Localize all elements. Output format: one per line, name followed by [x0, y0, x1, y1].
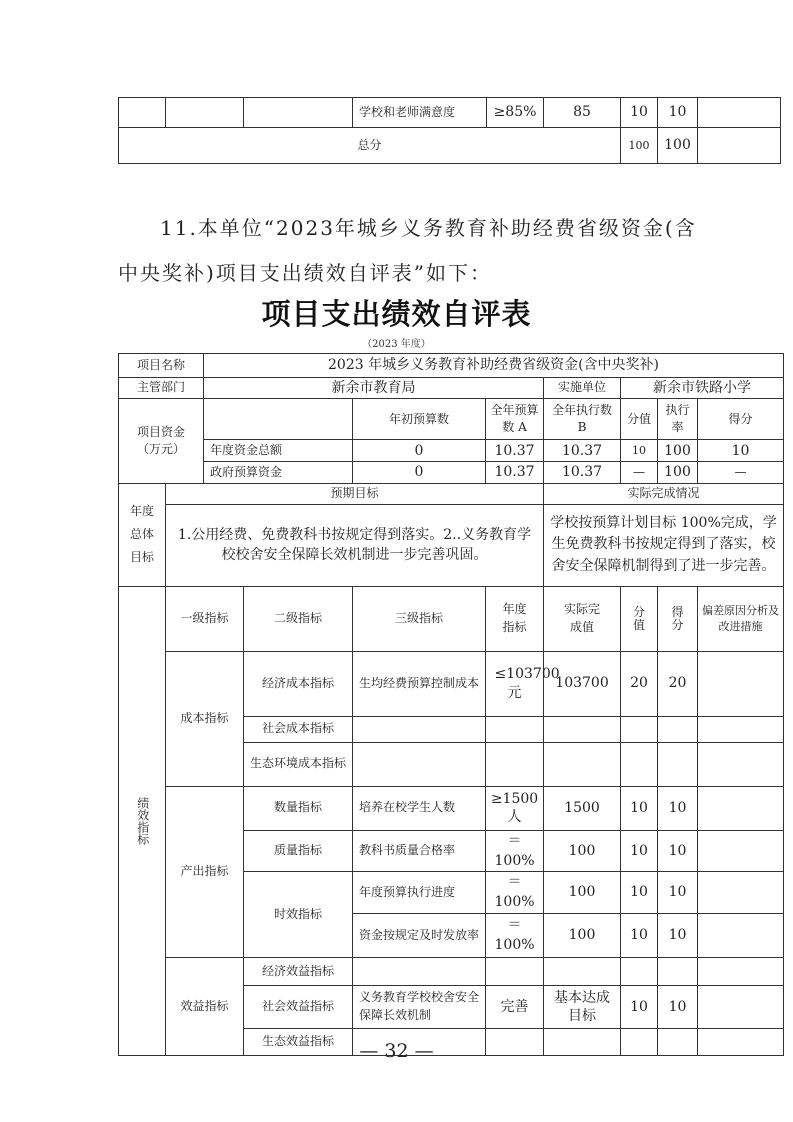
- score-value-cell: [621, 742, 658, 786]
- deviation-cell: [698, 872, 784, 914]
- actual-text: 基本达成目标: [554, 989, 611, 1024]
- impl-label: 实施单位: [544, 378, 621, 399]
- score-value-cell: 20: [621, 651, 658, 716]
- header-annual-a: 全年预算数 A: [486, 399, 544, 440]
- level2-cell: 经济成本指标: [244, 651, 353, 716]
- fund-score-value: —: [621, 462, 658, 483]
- actual-cell: 100: [544, 830, 621, 872]
- funds-label-line2: （万元）: [137, 441, 186, 456]
- header-actual-text: 实际完成值: [564, 602, 601, 634]
- form-year: （2023 年度）: [362, 339, 431, 350]
- fund-executed-b: 10.37: [544, 462, 621, 483]
- header-score-value: [621, 586, 658, 651]
- total-score-value: 100: [621, 128, 658, 164]
- expected-goal: 1.公用经费、免费教科书按规定得到落实。2..义务教育学校校舍安全保障长效机制进一步完善巩固。: [166, 504, 544, 586]
- level3-cell: [353, 742, 486, 786]
- total-row: [119, 128, 781, 164]
- deviation-cell: [698, 786, 784, 830]
- level2-cell: 质量指标: [244, 830, 353, 872]
- fund-annual-a: 10.37: [486, 462, 544, 483]
- funds-header-blank: [204, 399, 353, 440]
- goals-header-row: [119, 483, 784, 504]
- project-name-row: [119, 354, 784, 378]
- target-text: ≥1500人: [490, 790, 539, 826]
- total-label: 总分: [119, 128, 621, 164]
- header-level2: 二级指标: [244, 586, 353, 651]
- target-text: ≤103700元: [494, 666, 560, 701]
- level3-cell: [353, 716, 486, 742]
- target-cell: ＝100%: [486, 872, 544, 914]
- form-title: 项目支出绩效自评表: [261, 297, 532, 331]
- actual-cell: 100: [544, 872, 621, 914]
- fund-rate: 100: [658, 440, 698, 462]
- target-cell: ＝100%: [486, 913, 544, 957]
- actual-cell: 103700: [544, 651, 621, 716]
- indicator-section-text: 绩效指标: [135, 796, 150, 845]
- level1-cell: 效益指标: [166, 957, 244, 1055]
- level3-cell: 年度预算执行进度: [353, 872, 486, 914]
- target-cell: [486, 651, 560, 716]
- intro-line-2: 中央奖补)项目支出绩效自评表”如下：: [118, 261, 493, 285]
- fund-initial: 0: [353, 440, 486, 462]
- table-row: [119, 98, 781, 128]
- level2-cell: 数量指标: [244, 786, 353, 830]
- header-score: 得分: [698, 399, 784, 440]
- level3-cell: 义务教育学校校舍安全保障长效机制: [353, 985, 486, 1028]
- level2-cell: 时效指标: [244, 872, 353, 958]
- evaluation-table: [118, 353, 784, 1056]
- level2-cell: 生态效益指标: [244, 1028, 353, 1055]
- header-level1: 一级指标: [166, 586, 244, 651]
- impl-value: 新余市铁路小学: [621, 378, 784, 399]
- goals-label-text: 年度总体目标: [129, 504, 154, 564]
- dept-label: 主管部门: [119, 378, 204, 399]
- indicator-section-label: [119, 586, 166, 1055]
- funds-label: [119, 399, 204, 483]
- actual-cell: [544, 985, 621, 1028]
- header-score: [658, 586, 698, 651]
- header-score-value-text: 分值: [633, 605, 646, 632]
- cell-empty: [166, 98, 244, 128]
- actual-cell: [544, 716, 621, 742]
- cell-empty: [244, 98, 353, 128]
- fund-score: 10: [698, 440, 784, 462]
- score-value-cell: 10: [621, 98, 658, 128]
- target-cell: ≥85%: [487, 98, 544, 128]
- score-value-cell: 10: [621, 913, 658, 957]
- actual-cell: [544, 742, 621, 786]
- intro-line-1: 11.本单位“2023年城乡义务教育补助经费省级资金(含: [160, 216, 697, 240]
- goals-body-row: [119, 504, 784, 586]
- funds-header-row: [119, 399, 784, 440]
- goals-label: [119, 483, 166, 586]
- actual-cell: 100: [544, 913, 621, 957]
- fund-score-value: 10: [621, 440, 658, 462]
- score-cell: 10: [658, 913, 698, 957]
- score-cell: 20: [658, 651, 698, 716]
- level1-cell: 成本指标: [166, 651, 244, 786]
- level2-cell: 生态环境成本指标: [244, 742, 353, 786]
- header-executed-b: 全年执行数 B: [544, 399, 621, 440]
- deviation-cell: [698, 957, 784, 985]
- actual-goal-header: 实际完成情况: [544, 483, 784, 504]
- header-score-value: 分值: [621, 399, 658, 440]
- score-cell: [658, 957, 698, 985]
- actual-cell: 85: [544, 98, 621, 128]
- project-name-value: 2023 年城乡义务教育补助经费省级资金(含中央奖补): [204, 354, 784, 378]
- project-name-label: 项目名称: [119, 354, 204, 378]
- score-value-cell: 10: [621, 830, 658, 872]
- actual-cell: [544, 957, 621, 985]
- level2-cell: 经济效益指标: [244, 957, 353, 985]
- indicator-header-row: [119, 586, 784, 651]
- fund-annual-a: 10.37: [486, 440, 544, 462]
- target-cell: 完善: [486, 985, 544, 1028]
- level3-cell: 资金按规定及时发放率: [353, 913, 486, 957]
- fund-name: 年度资金总额: [204, 440, 353, 462]
- page-number: — 32 —: [359, 1040, 434, 1062]
- score-cell: [658, 716, 698, 742]
- dept-row: [119, 378, 784, 399]
- header-actual: [544, 586, 621, 651]
- deviation-cell: [698, 830, 784, 872]
- target-cell: [486, 957, 544, 985]
- deviation-cell: [698, 716, 784, 742]
- table-row: [119, 786, 784, 830]
- header-initial: 年初预算数: [353, 399, 486, 440]
- indicator-cell: 学校和老师满意度: [353, 98, 487, 128]
- actual-cell: 1500: [544, 786, 621, 830]
- total-note: [698, 128, 781, 164]
- deviation-cell: [698, 742, 784, 786]
- deviation-cell: [698, 913, 784, 957]
- header-target-text: 年度指标: [502, 602, 527, 634]
- score-cell: 10: [658, 830, 698, 872]
- deviation-cell: [698, 985, 784, 1028]
- target-cell: [486, 716, 544, 742]
- table-row: [119, 957, 784, 985]
- score-cell: [658, 742, 698, 786]
- header-score-text: 得分: [671, 605, 684, 632]
- target-cell: [486, 742, 544, 786]
- score-value-cell: 10: [621, 786, 658, 830]
- score-cell: 10: [658, 985, 698, 1028]
- funds-label-line1: 项目资金: [137, 424, 186, 439]
- header-deviation: 偏差原因分析及改进措施: [698, 586, 784, 651]
- table-row: [119, 651, 784, 716]
- header-level3: 三级指标: [353, 586, 486, 651]
- total-score: 100: [658, 128, 698, 164]
- score-value-cell: 10: [621, 985, 658, 1028]
- funds-row: [119, 462, 784, 483]
- level3-cell: [353, 957, 486, 985]
- funds-row: [119, 440, 784, 462]
- score-cell: 10: [658, 872, 698, 914]
- fund-rate: 100: [658, 462, 698, 483]
- cell-empty: [119, 98, 166, 128]
- target-cell: [486, 786, 544, 830]
- target-cell: ＝100%: [486, 830, 544, 872]
- level3-cell: 生均经费预算控制成本: [353, 651, 486, 716]
- actual-goal: 学校按预算计划目标 100%完成，学生免费教科书按规定得到了落实，校舍安全保障机制得到了进一步完善。: [544, 504, 784, 586]
- fund-score: —: [698, 462, 784, 483]
- level2-cell: 社会效益指标: [244, 985, 353, 1028]
- score-value-cell: [621, 957, 658, 985]
- fund-name: 政府预算资金: [204, 462, 353, 483]
- score-cell: 10: [658, 786, 698, 830]
- header-rate: 执行率: [658, 399, 698, 440]
- score-value-cell: 10: [621, 872, 658, 914]
- expected-goal-header: 预期目标: [166, 483, 544, 504]
- fund-executed-b: 10.37: [544, 440, 621, 462]
- note-cell: [698, 98, 781, 128]
- score-cell: 10: [658, 98, 698, 128]
- score-value-cell: [621, 716, 658, 742]
- level3-cell: 培养在校学生人数: [353, 786, 486, 830]
- dept-value: 新余市教育局: [204, 378, 544, 399]
- level2-cell: 社会成本指标: [244, 716, 353, 742]
- header-target: [486, 586, 544, 651]
- level1-cell: 产出指标: [166, 786, 244, 957]
- fund-initial: 0: [353, 462, 486, 483]
- previous-table-tail: [118, 97, 781, 164]
- level3-cell: 教科书质量合格率: [353, 830, 486, 872]
- deviation-cell: [698, 651, 784, 716]
